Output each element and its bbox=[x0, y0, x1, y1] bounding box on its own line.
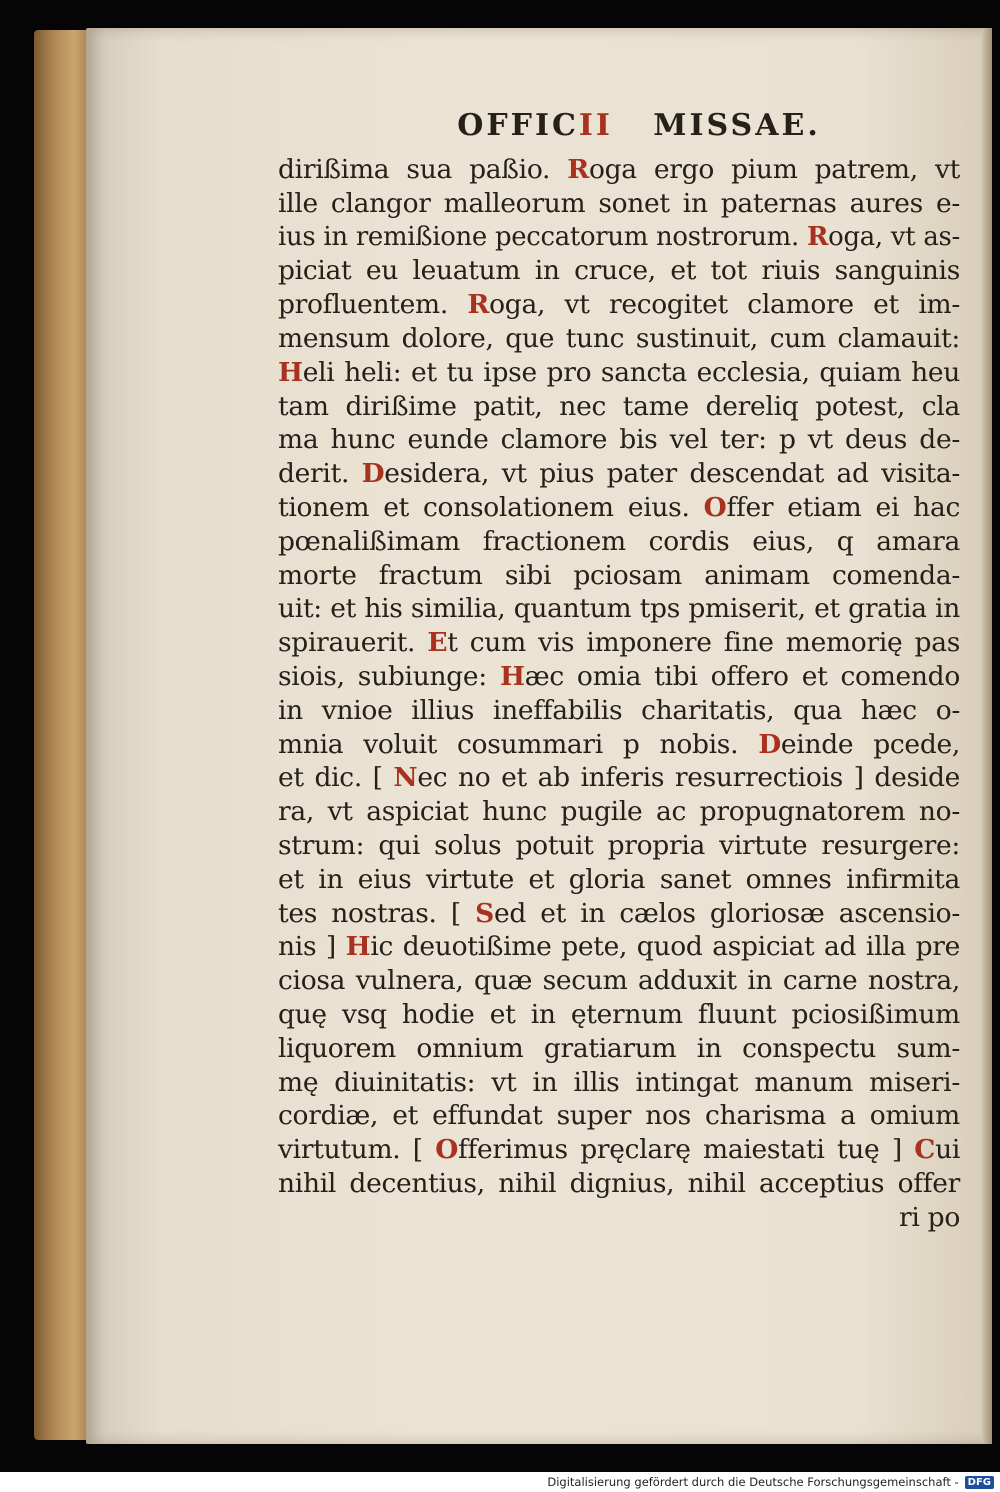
line-text: dirißima sua paßio. bbox=[278, 154, 568, 185]
rubricated-initial: D bbox=[758, 728, 781, 760]
rubricated-initial: O bbox=[435, 1134, 459, 1166]
line-text: fferimus pręclarę maiestati tuę ] bbox=[458, 1134, 915, 1166]
rubricated-initial: O bbox=[703, 491, 727, 523]
line-text: ciosa vulnera, quæ secum adduxit in carne nostra, bbox=[278, 965, 960, 997]
running-head-black: OFFIC bbox=[457, 108, 579, 143]
text-line bbox=[278, 829, 960, 863]
line-text: mę diuinitatis: vt in illis intingat manum miseri- bbox=[278, 1066, 960, 1098]
rubricated-initial: H bbox=[345, 931, 371, 963]
text-line bbox=[278, 1133, 960, 1167]
line-text: tam dirißime patit, nec tame dereliq potest, cla bbox=[278, 390, 960, 422]
text-line bbox=[278, 423, 960, 457]
running-head bbox=[278, 108, 960, 143]
line-text: einde pcede, bbox=[780, 728, 960, 760]
text-line bbox=[278, 728, 960, 762]
line-text: quę vsq hodie et in ęternum fluunt pciosißimum bbox=[278, 998, 960, 1030]
line-text: pœnalißimam fractionem cordis eius, q amara bbox=[278, 525, 960, 557]
line-text: ic deuotißime pete, quod aspiciat ad illa pre bbox=[370, 931, 960, 963]
line-text: mensum dolore, que tunc sustinuit, cum clamauit: bbox=[278, 322, 960, 354]
text-line bbox=[278, 998, 960, 1032]
line-text: oga, vt as- bbox=[828, 221, 960, 252]
digitization-footer bbox=[0, 1472, 1000, 1492]
text-line bbox=[278, 1032, 960, 1066]
line-text: virtutum. [ bbox=[278, 1134, 436, 1166]
rubricated-initial: N bbox=[393, 762, 418, 794]
text-line bbox=[278, 390, 960, 424]
text-line bbox=[278, 288, 960, 322]
running-head-red: II bbox=[578, 108, 613, 143]
text-line bbox=[278, 1099, 960, 1133]
line-text: ec no et ab inferis resurrectiois ] deside bbox=[417, 762, 960, 794]
rubricated-initial: H bbox=[278, 356, 303, 388]
line-text: piciat eu leuatum in cruce, et tot riuis sanguinis bbox=[278, 255, 960, 287]
footer-credit: Digitalisierung gefördert durch die Deutsche Forschungsgemeinschaft - bbox=[547, 1475, 959, 1489]
line-text: derit. bbox=[278, 458, 362, 490]
line-text: ra, vt aspiciat hunc pugile ac propugnatorem no- bbox=[278, 796, 960, 828]
line-text: oga, vt recogitet clamore et im- bbox=[489, 289, 960, 321]
text-line bbox=[278, 491, 960, 525]
line-text: et in eius virtute et gloria sanet omnes infirmita bbox=[278, 863, 960, 895]
line-text: cordiæ, et effundat super nos charisma a omium bbox=[278, 1100, 960, 1132]
rubricated-initial: E bbox=[427, 627, 448, 659]
rubricated-initial: S bbox=[475, 897, 494, 929]
text-line bbox=[278, 795, 960, 829]
text-lines bbox=[278, 153, 960, 1201]
running-head-rest: MISSAE. bbox=[653, 108, 821, 143]
text-line bbox=[278, 964, 960, 998]
line-text: tionem et consolationem eius. bbox=[278, 491, 704, 523]
line-text: strum: qui solus potuit propria virtute resurgere: bbox=[278, 829, 960, 861]
text-line bbox=[278, 525, 960, 559]
text-line bbox=[278, 322, 960, 356]
line-text: morte fractum sibi pciosam animam comenda- bbox=[278, 559, 960, 591]
page-text-block bbox=[278, 108, 960, 1235]
line-text: liquorem omnium gratiarum in conspectu sum- bbox=[278, 1032, 960, 1064]
text-line bbox=[278, 1066, 960, 1100]
page-edge-shadow bbox=[982, 28, 992, 1444]
line-text: in vnioe illius ineffabilis charitatis, qua hæc o- bbox=[278, 694, 960, 726]
line-text: ille clangor malleorum sonet in paternas aures e- bbox=[278, 187, 960, 219]
text-line bbox=[278, 897, 960, 931]
text-line bbox=[278, 356, 960, 390]
text-line bbox=[278, 863, 960, 897]
rubricated-initial: D bbox=[361, 458, 385, 490]
rubricated-initial: H bbox=[499, 660, 525, 692]
text-line bbox=[278, 221, 960, 255]
rubricated-initial: R bbox=[567, 154, 589, 185]
text-line bbox=[278, 254, 960, 288]
text-line bbox=[278, 626, 960, 660]
text-line bbox=[278, 457, 960, 491]
rubricated-initial: R bbox=[467, 289, 490, 321]
text-line bbox=[278, 153, 960, 187]
line-text: uit: et his similia, quantum tps pmiserit, et gratia in bbox=[278, 593, 960, 625]
text-line bbox=[278, 761, 960, 795]
line-text: ma hunc eunde clamore bis vel ter: p vt deus de- bbox=[278, 424, 960, 456]
line-text: ius in remißione peccatorum nostrorum. bbox=[278, 221, 807, 252]
rubricated-initial: C bbox=[914, 1134, 936, 1166]
text-line bbox=[278, 1167, 960, 1201]
line-text: nihil decentius, nihil dignius, nihil acceptius offer bbox=[278, 1167, 960, 1199]
text-line bbox=[278, 187, 960, 221]
line-text: ed et in cælos gloriosæ ascensio- bbox=[493, 897, 960, 929]
text-line bbox=[278, 930, 960, 964]
line-text: tes nostras. [ bbox=[278, 897, 476, 929]
line-text: profluentem. bbox=[278, 289, 468, 321]
line-text: et dic. [ bbox=[278, 762, 394, 794]
text-line bbox=[278, 660, 960, 694]
text-line bbox=[278, 694, 960, 728]
line-text: ffer etiam ei hac bbox=[726, 491, 960, 523]
line-text: esidera, vt pius pater descendat ad visita- bbox=[384, 458, 961, 490]
line-text: eli heli: et tu ipse pro sancta ecclesia, quiam heu bbox=[302, 356, 960, 388]
line-text: nis ] bbox=[278, 931, 346, 963]
line-text: spirauerit. bbox=[278, 627, 428, 659]
line-text: siois, subiunge: bbox=[278, 660, 500, 692]
line-text: mnia voluit cosummari p nobis. bbox=[278, 728, 759, 760]
line-text: t cum vis imponere fine memorię pas bbox=[447, 627, 961, 659]
line-text: æc omia tibi offero et comendo bbox=[524, 660, 960, 692]
line-text: ui bbox=[935, 1134, 961, 1166]
rubricated-initial: R bbox=[806, 221, 829, 252]
book-fore-edge bbox=[34, 30, 92, 1440]
line-text: oga ergo pium patrem, vt bbox=[588, 154, 960, 185]
catchword: ri po bbox=[899, 1201, 960, 1233]
text-line bbox=[278, 592, 960, 626]
text-line bbox=[278, 559, 960, 593]
dfg-logo: DFG bbox=[965, 1476, 994, 1489]
